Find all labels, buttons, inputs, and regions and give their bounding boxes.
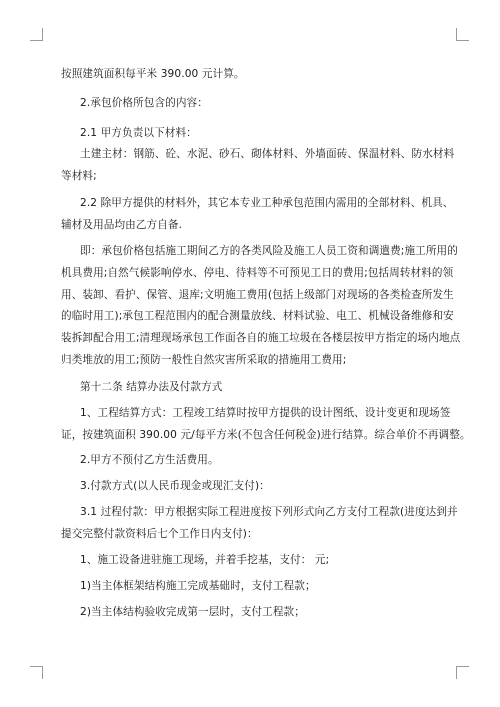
text-line: 土建主材：钢筋、砼、水泥、砂石、砌体材料、外墙面砖、保温材料、防水材料 xyxy=(80,148,455,160)
text-line: 即：承包价格包括施工期间乙方的各类风险及施工人员工资和调遣费;施工所用的 xyxy=(80,245,458,257)
text-line: 归类堆放的用工;预防一般性自然灾害所采取的措施用工费用; xyxy=(61,354,347,366)
text-line: 装拆卸配合用工;清理现场承包工作面各自的施工垃圾在各楼层按甲方指定的场内地点 xyxy=(61,332,461,344)
text-line: 证，按建筑面积 390.00 元/每平方米(不包含任何税金)进行结算。综合单价不再调整。 xyxy=(61,429,471,441)
text-line: 的临时用工);承包工程范围内的配合测量放线、材料试验、电工、机械设备维修和安 xyxy=(61,310,454,322)
text-line: 2.1 甲方负责以下材料： xyxy=(80,127,197,139)
crop-mark-bottom-right xyxy=(456,666,469,679)
text-line: 用、装卸、看护、保管、退库;文明施工费用(包括上级部门对现场的各类检查所发生 xyxy=(61,289,454,301)
section-heading: 第十二条 结算办法及付款方式 xyxy=(80,381,223,393)
text-line: 按照建筑面积每平米 390.00 元计算。 xyxy=(61,68,245,80)
crop-mark-top-left xyxy=(30,28,43,41)
text-line: 2.甲方不预付乙方生活费用。 xyxy=(80,454,219,466)
text-line: 2)当主体结构验收完成第一层时，支付工程款； xyxy=(80,606,305,618)
text-line: 机具费用;自然气候影响停水、停电、待料等不可预见工日的费用;包括周转材料的领 xyxy=(61,267,454,279)
text-line: 提交完整付款资料后七个工作日内支付)： xyxy=(61,528,258,540)
text-line: 辅材及用品均由乙方自备. xyxy=(61,219,183,231)
text-line: 1、工程结算方式：工程竣工结算时按甲方提供的设计图纸、设计变更和现场签 xyxy=(80,407,451,419)
text-line: 3.1 过程付款：甲方根据实际工程进度按下列形式向乙方支付工程款(进度达到并 xyxy=(80,506,458,518)
text-line: 2.承包价格所包含的内容： xyxy=(80,97,208,109)
text-line: 1)当主体框架结构施工完成基础时，支付工程款； xyxy=(80,580,316,592)
crop-mark-top-right xyxy=(456,28,469,41)
text-line: 1、施工设备进驻施工现场，并着手挖基，支付： 元; xyxy=(80,554,330,566)
text-line: 等材料; xyxy=(61,170,97,182)
crop-mark-bottom-left xyxy=(30,666,43,679)
text-line: 2.2 除甲方提供的材料外，其它本专业工种承包范围内需用的全部材料、机具、 xyxy=(80,197,454,209)
text-line: 3.付款方式(以人民币现金或现汇支付)： xyxy=(80,480,270,492)
